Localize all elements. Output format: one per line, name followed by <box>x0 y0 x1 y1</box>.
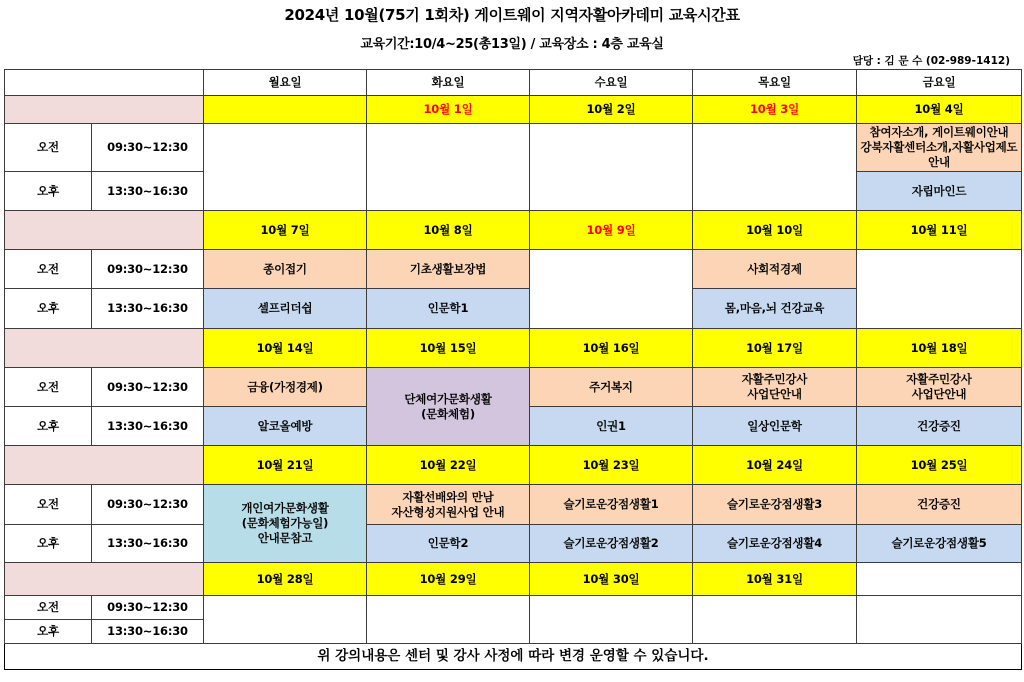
class-line: 사업단안내 <box>747 387 802 401</box>
session-time: 13:30~16:30 <box>92 525 204 563</box>
date-cell: 10월 11일 <box>857 211 1022 250</box>
date-cell: 10월 22일 <box>367 446 530 485</box>
session-label: 오후 <box>5 620 92 644</box>
date-cell: 10월 31일 <box>693 563 857 596</box>
class-cell: 건강증진 <box>857 485 1022 525</box>
page-title: 2024년 10월(75기 1회차) 게이트웨이 지역자활아카데미 교육시간표 <box>284 6 740 24</box>
class-cell <box>367 368 530 446</box>
date-cell: 10월 14일 <box>204 329 367 368</box>
class-cell <box>204 485 367 563</box>
date-cell: 10월 16일 <box>530 329 693 368</box>
session-time: 09:30~12:30 <box>92 596 204 620</box>
class-cell-empty <box>530 596 693 644</box>
week-label-cell <box>5 211 204 250</box>
class-cell: 기초생활보장법 <box>367 250 530 289</box>
date-cell: 10월 1일 <box>367 96 530 124</box>
date-cell <box>204 96 367 124</box>
week-label-cell <box>5 563 204 596</box>
class-cell: 종이접기 <box>204 250 367 289</box>
date-cell: 10월 29일 <box>367 563 530 596</box>
corner-cell <box>5 70 204 96</box>
class-line: 강북자활센터소개,자활사업제도 <box>860 140 1018 154</box>
morning-row <box>5 368 1022 407</box>
class-cell: 인문학2 <box>367 525 530 563</box>
class-cell <box>693 368 857 407</box>
date-cell: 10월 23일 <box>530 446 693 485</box>
date-cell: 10월 17일 <box>693 329 857 368</box>
session-time: 13:30~16:30 <box>92 172 204 211</box>
class-cell-empty <box>857 596 1022 644</box>
session-label: 오후 <box>5 407 92 446</box>
date-cell: 10월 18일 <box>857 329 1022 368</box>
session-time: 09:30~12:30 <box>92 124 204 172</box>
class-cell-empty <box>530 124 693 211</box>
date-row <box>5 446 1022 485</box>
session-time: 13:30~16:30 <box>92 289 204 329</box>
day-header-row <box>5 70 1022 96</box>
session-label: 오전 <box>5 368 92 407</box>
day-header-mon: 월요일 <box>204 70 367 96</box>
class-cell-empty <box>204 124 367 211</box>
class-cell: 슬기로운강점생활4 <box>693 525 857 563</box>
date-row <box>5 329 1022 368</box>
date-cell: 10월 28일 <box>204 563 367 596</box>
date-cell: 10월 8일 <box>367 211 530 250</box>
date-cell: 10월 10일 <box>693 211 857 250</box>
class-cell: 슬기로운강점생활5 <box>857 525 1022 563</box>
week-label-cell <box>5 329 204 368</box>
date-cell-empty <box>857 563 1022 596</box>
week-label-cell <box>5 96 204 124</box>
class-line: 자산형성지원사업 안내 <box>391 504 505 519</box>
session-label: 오후 <box>5 172 92 211</box>
date-cell: 10월 25일 <box>857 446 1022 485</box>
footer-notice: 위 강의내용은 센터 및 강사 사정에 따라 변경 운영할 수 있습니다. <box>5 644 1022 670</box>
session-label: 오전 <box>5 124 92 172</box>
class-cell <box>857 368 1022 407</box>
date-row <box>5 211 1022 250</box>
date-row <box>5 96 1022 124</box>
class-cell-empty <box>204 596 367 644</box>
date-cell: 10월 3일 <box>693 96 857 124</box>
session-time: 13:30~16:30 <box>92 407 204 446</box>
class-cell: 금융(가정경제) <box>204 368 367 407</box>
class-cell: 주거복지 <box>530 368 693 407</box>
class-cell: 슬기로운강점생활3 <box>693 485 857 525</box>
footer-row <box>5 644 1022 670</box>
class-line: 자활주민강사 <box>741 372 808 386</box>
class-cell-empty <box>693 596 857 644</box>
class-line: 안내 <box>928 155 950 169</box>
session-time: 09:30~12:30 <box>92 485 204 525</box>
class-cell-empty <box>530 250 693 329</box>
class-cell: 사회적경제 <box>693 250 857 289</box>
day-header-wed: 수요일 <box>530 70 693 96</box>
class-cell-empty <box>693 124 857 211</box>
class-line: 참여자소개, 게이트웨이안내 <box>869 125 1009 139</box>
class-line: 개인여가문화생활 <box>241 501 329 515</box>
class-line: 사업단안내 <box>911 387 967 401</box>
class-cell <box>367 485 530 525</box>
class-line: (문화체험) <box>421 406 475 421</box>
class-cell: 슬기로운강점생활1 <box>530 485 693 525</box>
afternoon-row <box>5 525 1022 563</box>
class-cell-empty <box>367 124 530 211</box>
date-cell: 10월 21일 <box>204 446 367 485</box>
date-row <box>5 563 1022 596</box>
session-label: 오전 <box>5 485 92 525</box>
class-line: 단체여가문화생활 <box>404 391 492 406</box>
morning-row <box>5 250 1022 289</box>
class-cell: 인문학1 <box>367 289 530 329</box>
morning-row <box>5 596 1022 620</box>
morning-row <box>5 485 1022 525</box>
class-line: 자활주민강사 <box>906 372 972 386</box>
day-header-tue: 화요일 <box>367 70 530 96</box>
session-label: 오전 <box>5 596 92 620</box>
session-label: 오후 <box>5 289 92 329</box>
class-cell-empty <box>857 250 1022 329</box>
morning-row <box>5 124 1022 172</box>
class-cell <box>857 124 1022 172</box>
class-cell: 몸,마음,뇌 건강교육 <box>693 289 857 329</box>
class-line: 자활선배와의 만남 <box>402 489 494 504</box>
class-cell: 알코올예방 <box>204 407 367 446</box>
date-cell: 10월 24일 <box>693 446 857 485</box>
session-time: 09:30~12:30 <box>92 368 204 407</box>
date-cell: 10월 7일 <box>204 211 367 250</box>
class-cell: 자립마인드 <box>857 172 1022 211</box>
contact-info: 담당 : 김 문 수 (02-989-1412) <box>852 55 1010 67</box>
day-header-fri: 금요일 <box>857 70 1022 96</box>
class-cell: 인권1 <box>530 407 693 446</box>
date-cell: 10월 2일 <box>530 96 693 124</box>
date-cell: 10월 9일 <box>530 211 693 250</box>
date-cell: 10월 15일 <box>367 329 530 368</box>
class-cell-empty <box>367 596 530 644</box>
session-time: 09:30~12:30 <box>92 250 204 289</box>
schedule-table <box>4 69 1022 670</box>
session-label: 오후 <box>5 525 92 563</box>
week-label-cell <box>5 446 204 485</box>
session-label: 오전 <box>5 250 92 289</box>
class-cell: 셀프리더쉽 <box>204 289 367 329</box>
class-cell: 일상인문학 <box>693 407 857 446</box>
page-subtitle: 교육기간:10/4~25(총13일) / 교육장소 : 4층 교육실 <box>360 37 664 52</box>
class-cell: 건강증진 <box>857 407 1022 446</box>
session-time: 13:30~16:30 <box>92 620 204 644</box>
class-cell: 슬기로운강점생활2 <box>530 525 693 563</box>
day-header-thu: 목요일 <box>693 70 857 96</box>
date-cell: 10월 30일 <box>530 563 693 596</box>
class-line: (문화체험가능일) <box>241 516 329 530</box>
date-cell: 10월 4일 <box>857 96 1022 124</box>
class-line: 안내문참고 <box>257 531 313 545</box>
